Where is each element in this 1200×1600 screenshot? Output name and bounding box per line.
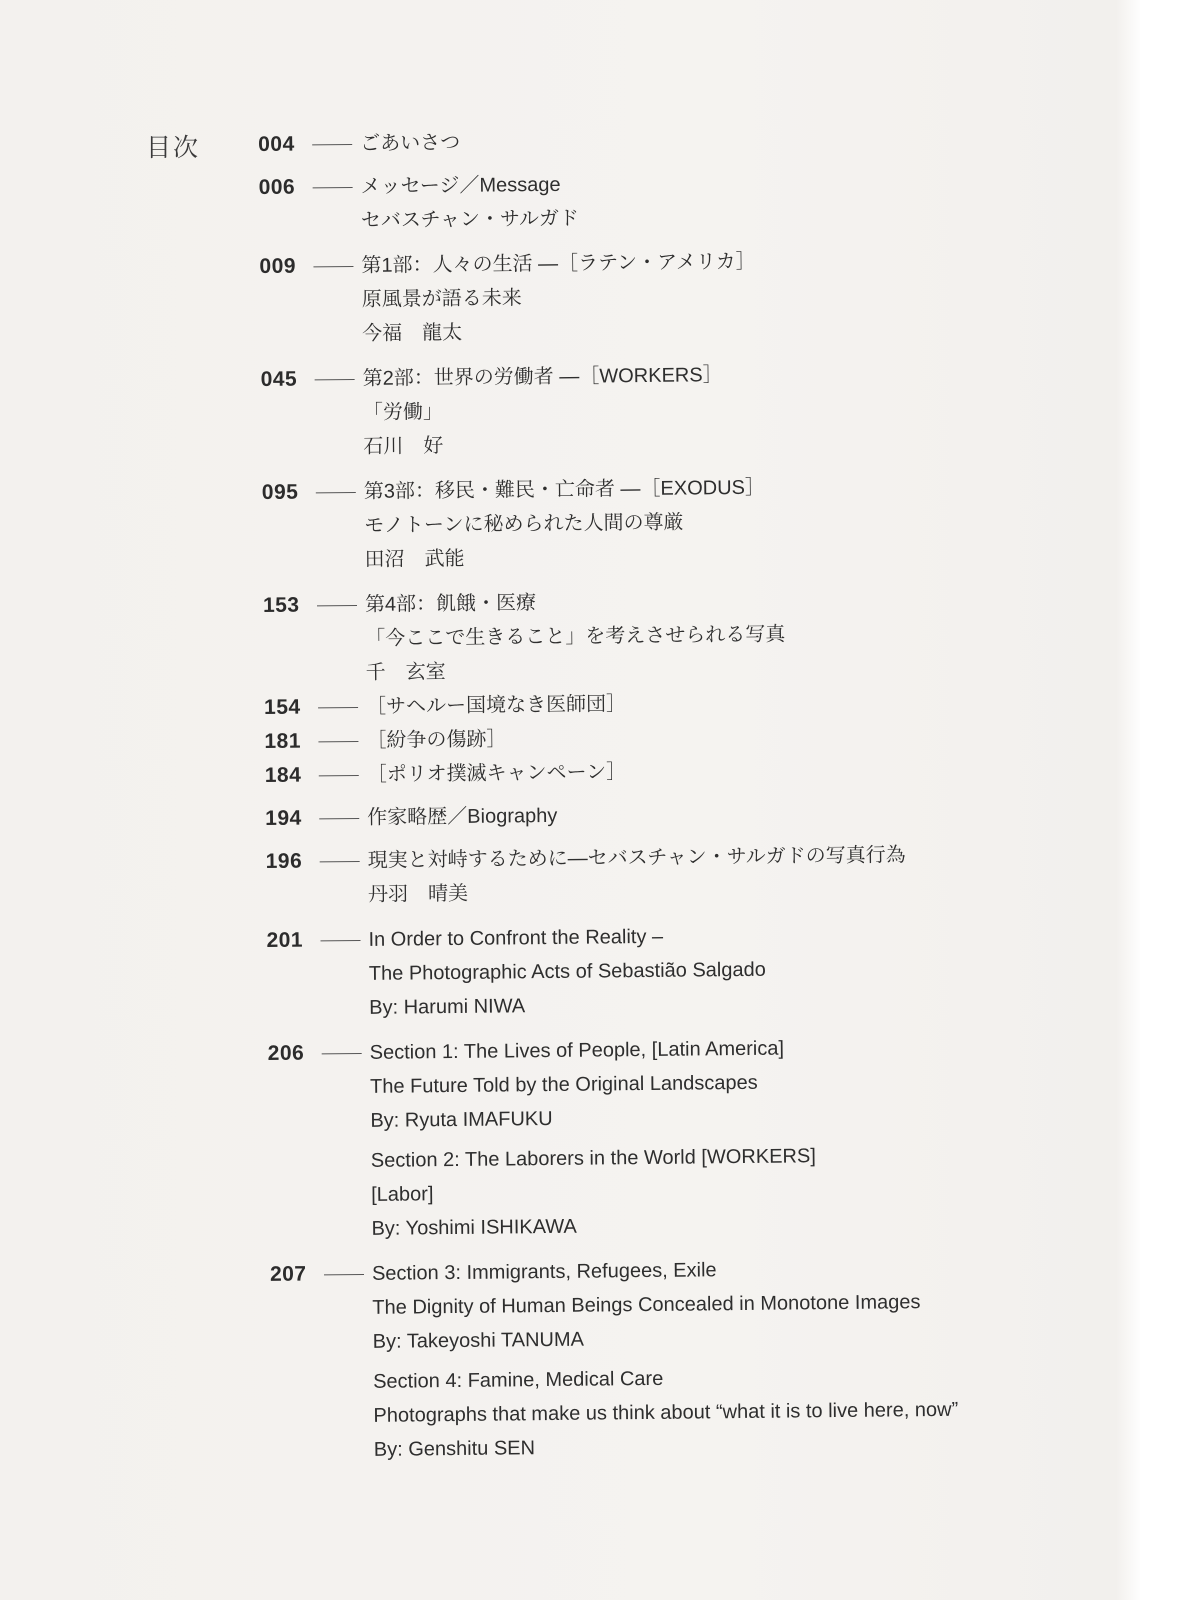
leader-dash [320, 1036, 362, 1070]
page-edge [1140, 0, 1200, 1600]
entry-line: ごあいさつ [360, 131, 461, 155]
entry-line: 原風景が語る未来 [361, 287, 522, 311]
leader-dash [317, 758, 359, 792]
toc-entry [262, 468, 1063, 578]
entry-line: 第3部：移民・難民・亡命者 ―［EXODUS］ [363, 476, 766, 503]
toc-entry [266, 916, 1067, 1026]
page-number: 194 [265, 806, 302, 830]
toc-entry [265, 751, 1065, 793]
entry-line: 作家略歴／Biography [367, 804, 558, 829]
entry-line: 千 玄室 [365, 661, 446, 684]
leader-dash [312, 362, 354, 396]
entry-line: 第2部：世界の労働者 ―［WORKERS］ [362, 364, 723, 390]
entry-line: 「今ここで生きること」を考えさせられる写真 [365, 623, 786, 650]
page-number: 154 [263, 695, 301, 719]
page-number: 201 [266, 928, 304, 952]
entry-line: メッセージ／Message [360, 173, 561, 198]
entry-line: Photographs that make us think about “what it is to live here, now” [373, 1398, 959, 1427]
page-number: 196 [265, 849, 303, 873]
entry-line: 今福 龍太 [362, 321, 463, 345]
entry-line: Section 4: Famine, Medical Care [373, 1367, 664, 1393]
page-number: 207 [269, 1262, 307, 1286]
entry-line: 田沼 武能 [364, 547, 465, 571]
leader-dash [322, 1257, 364, 1291]
toc-entry [270, 1250, 1072, 1468]
toc-entry [265, 794, 1065, 836]
entry-line: 丹羽 晴美 [367, 882, 469, 906]
entry-line: Section 2: The Laborers in the World [WORKERS] [370, 1145, 816, 1172]
leader-dash [318, 923, 360, 957]
page-number: 206 [267, 1041, 305, 1065]
entry-line: The Future Told by the Original Landscapes [369, 1071, 758, 1098]
entry-line: 現実と対峙するために―セバスチャン・サルガドの写真行為 [367, 844, 906, 872]
toc-entry [258, 163, 1059, 239]
entry-line: By: Yoshimi ISHIKAWA [371, 1215, 577, 1240]
leader-dash [315, 588, 357, 622]
page-number: 181 [264, 729, 302, 753]
entry-line: ［ポリオ撲滅キャンペーン］ [366, 761, 627, 786]
toc-entry [260, 355, 1061, 465]
leader-dash [318, 844, 360, 878]
entry-line: Section 1: The Lives of People, [Latin America] [369, 1037, 785, 1064]
page-number: 009 [259, 254, 297, 278]
entry-line: モノトーンに秘められた人間の尊厳 [364, 511, 684, 537]
entry-line: By: Genshitu SEN [373, 1437, 536, 1461]
toc-entry [258, 120, 1058, 162]
leader-dash [314, 475, 356, 509]
leader-dash [316, 724, 358, 758]
entry-line: 石川 好 [363, 435, 444, 458]
leader-dash [310, 170, 352, 204]
page-number: 184 [264, 763, 302, 787]
toc-entry [268, 1029, 1070, 1247]
entry-line: ［サヘルー国境なき医師団］ [365, 693, 627, 718]
entry-line: 第1部：人々の生活 ―［ラテン・アメリカ］ [361, 250, 756, 277]
toc-entry [266, 837, 1067, 913]
page-number: 153 [262, 593, 300, 617]
entry-line: 「労働」 [362, 401, 444, 424]
toc-entry [259, 242, 1060, 352]
entry-line: 第4部：飢餓・医療 [364, 592, 537, 616]
entry-line: Section 3: Immigrants, Refugees, Exile [371, 1259, 717, 1285]
page-number: 045 [260, 367, 298, 391]
entry-line: By: Harumi NIWA [369, 995, 526, 1019]
entry-line: In Order to Confront the Reality – [368, 925, 664, 951]
entry-line: The Photographic Acts of Sebastião Salgado [368, 958, 766, 985]
toc-entry [263, 581, 1064, 691]
entry-line: [Labor] [371, 1183, 434, 1206]
leader-dash [316, 690, 358, 724]
leader-dash [317, 801, 359, 835]
page-number: 004 [258, 132, 295, 156]
entry-line: ［紛争の傷跡］ [366, 728, 507, 752]
entry-line: By: Takeyoshi TANUMA [372, 1328, 585, 1353]
entry-line: By: Ryuta IMAFUKU [370, 1107, 553, 1132]
leader-dash [311, 249, 353, 283]
entry-line: セバスチャン・サルガド [360, 207, 580, 232]
table-of-contents [258, 120, 1072, 1468]
page-number: 095 [261, 480, 299, 504]
entry-line: The Dignity of Human Beings Concealed in Monotone Images [372, 1291, 921, 1319]
leader-dash [310, 127, 352, 161]
toc-heading: 目次 [146, 133, 201, 162]
page-number: 006 [258, 175, 296, 199]
